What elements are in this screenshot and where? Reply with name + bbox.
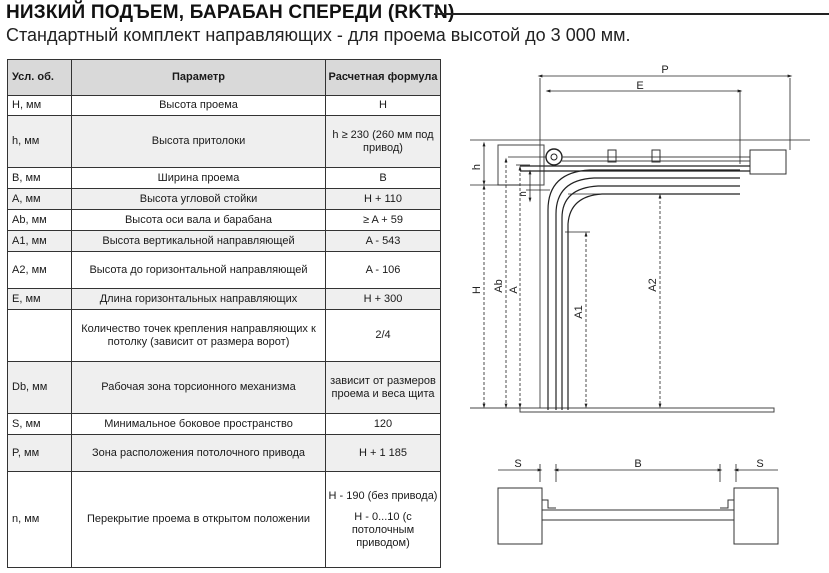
row-param: Высота до горизонтальной направляющей xyxy=(72,252,326,289)
row-formula: A - 106 xyxy=(326,252,441,289)
row-symbol: Ab, мм xyxy=(8,210,72,231)
row-param: Высота вертикальной направляющей xyxy=(72,231,326,252)
title-rule xyxy=(434,13,829,15)
track-profile-right xyxy=(720,500,734,508)
row-param: Количество точек крепления направляющих к потолку (зависит от размера ворот) xyxy=(72,310,326,362)
row-formula: H + 300 xyxy=(326,289,441,310)
label-e: E xyxy=(636,80,644,92)
row-symbol: S, мм xyxy=(8,414,72,435)
parameters-table xyxy=(7,59,441,568)
row-formula: H + 1 185 xyxy=(326,435,441,472)
label-b: B xyxy=(634,458,642,470)
label-p: P xyxy=(661,64,669,76)
label-n: n xyxy=(518,191,529,197)
row-param: Зона расположения потолочного привода xyxy=(72,435,326,472)
row-param: Ширина проема xyxy=(72,168,326,189)
table-row xyxy=(8,414,441,435)
table-row xyxy=(8,210,441,231)
row-symbol: A, мм xyxy=(8,189,72,210)
label-h: H xyxy=(471,286,483,294)
row-symbol: B, мм xyxy=(8,168,72,189)
label-a: A xyxy=(508,286,520,294)
row-symbol: h, мм xyxy=(8,116,72,168)
row-param: Перекрытие проема в открытом положении xyxy=(72,472,326,568)
door-leaf-plan xyxy=(542,510,734,520)
label-a1: A1 xyxy=(573,305,585,319)
table-row xyxy=(8,231,441,252)
row-param: Высота оси вала и барабана xyxy=(72,210,326,231)
row-param: Высота проема xyxy=(72,96,326,116)
row-formula: 120 xyxy=(326,414,441,435)
shaft-icon xyxy=(551,154,557,160)
table-row xyxy=(8,435,441,472)
row-formula: H - 190 (без привода) xyxy=(328,489,438,502)
label-a2: A2 xyxy=(647,278,659,292)
label-s-left: S xyxy=(514,458,522,470)
row-formula: H xyxy=(326,96,441,116)
title-row xyxy=(6,2,829,24)
row-formula: h ≥ 230 (260 мм под привод) xyxy=(326,116,441,168)
table-row xyxy=(8,116,441,168)
label-h-small: h xyxy=(471,163,483,171)
installation-diagram xyxy=(460,55,829,570)
row-formula: A - 543 xyxy=(326,231,441,252)
row-symbol: P, мм xyxy=(8,435,72,472)
row-param: Высота притолоки xyxy=(72,116,326,168)
page-subtitle: Стандартный комплект направляющих - для проема высотой до 3 000 мм. xyxy=(6,25,631,45)
row-formula: ≥ A + 59 xyxy=(326,210,441,231)
curved-track xyxy=(548,170,740,410)
table-row xyxy=(8,189,441,210)
wall-pier-right xyxy=(734,488,778,544)
header-symbol: Усл. об. xyxy=(8,60,72,96)
row-param: Минимальное боковое пространство xyxy=(72,414,326,435)
track-bracket xyxy=(652,150,660,162)
operator-box xyxy=(750,150,786,174)
table-row xyxy=(8,252,441,289)
table-row xyxy=(8,472,441,568)
wall-pier-left xyxy=(498,488,542,544)
track-bracket xyxy=(608,150,616,162)
row-symbol: Db, мм xyxy=(8,362,72,414)
curved-track xyxy=(568,194,740,410)
table-row xyxy=(8,362,441,414)
row-symbol: H, мм xyxy=(8,96,72,116)
table-header-row xyxy=(8,60,441,96)
row-formula-cell xyxy=(326,472,441,568)
curved-track xyxy=(562,186,740,410)
row-symbol: A2, мм xyxy=(8,252,72,289)
table-row xyxy=(8,96,441,116)
table-row xyxy=(8,289,441,310)
floor-slab xyxy=(520,408,774,412)
header-formula: Расчетная формула xyxy=(326,60,441,96)
row-param: Высота угловой стойки xyxy=(72,189,326,210)
curved-track xyxy=(556,178,740,410)
table-row xyxy=(8,168,441,189)
row-formula: зависит от размеров проема и веса щита xyxy=(326,362,441,414)
row-symbol: A1, мм xyxy=(8,231,72,252)
row-formula: H + 110 xyxy=(326,189,441,210)
row-formula: 2/4 xyxy=(326,310,441,362)
table-row xyxy=(8,310,441,362)
track-profile-left xyxy=(542,500,556,508)
row-symbol xyxy=(8,310,72,362)
page-title: НИЗКИЙ ПОДЪЕМ, БАРАБАН СПЕРЕДИ (RKTN) xyxy=(6,2,455,23)
row-symbol: E, мм xyxy=(8,289,72,310)
row-symbol: n, мм xyxy=(8,472,72,568)
row-formula-alt: H - 0...10 (с потолочным приводом) xyxy=(351,510,415,549)
row-formula: B xyxy=(326,168,441,189)
label-ab: Ab xyxy=(493,279,505,293)
header-param: Параметр xyxy=(72,60,326,96)
row-param: Рабочая зона торсионного механизма xyxy=(72,362,326,414)
row-param: Длина горизонтальных направляющих xyxy=(72,289,326,310)
label-s-right: S xyxy=(756,458,764,470)
